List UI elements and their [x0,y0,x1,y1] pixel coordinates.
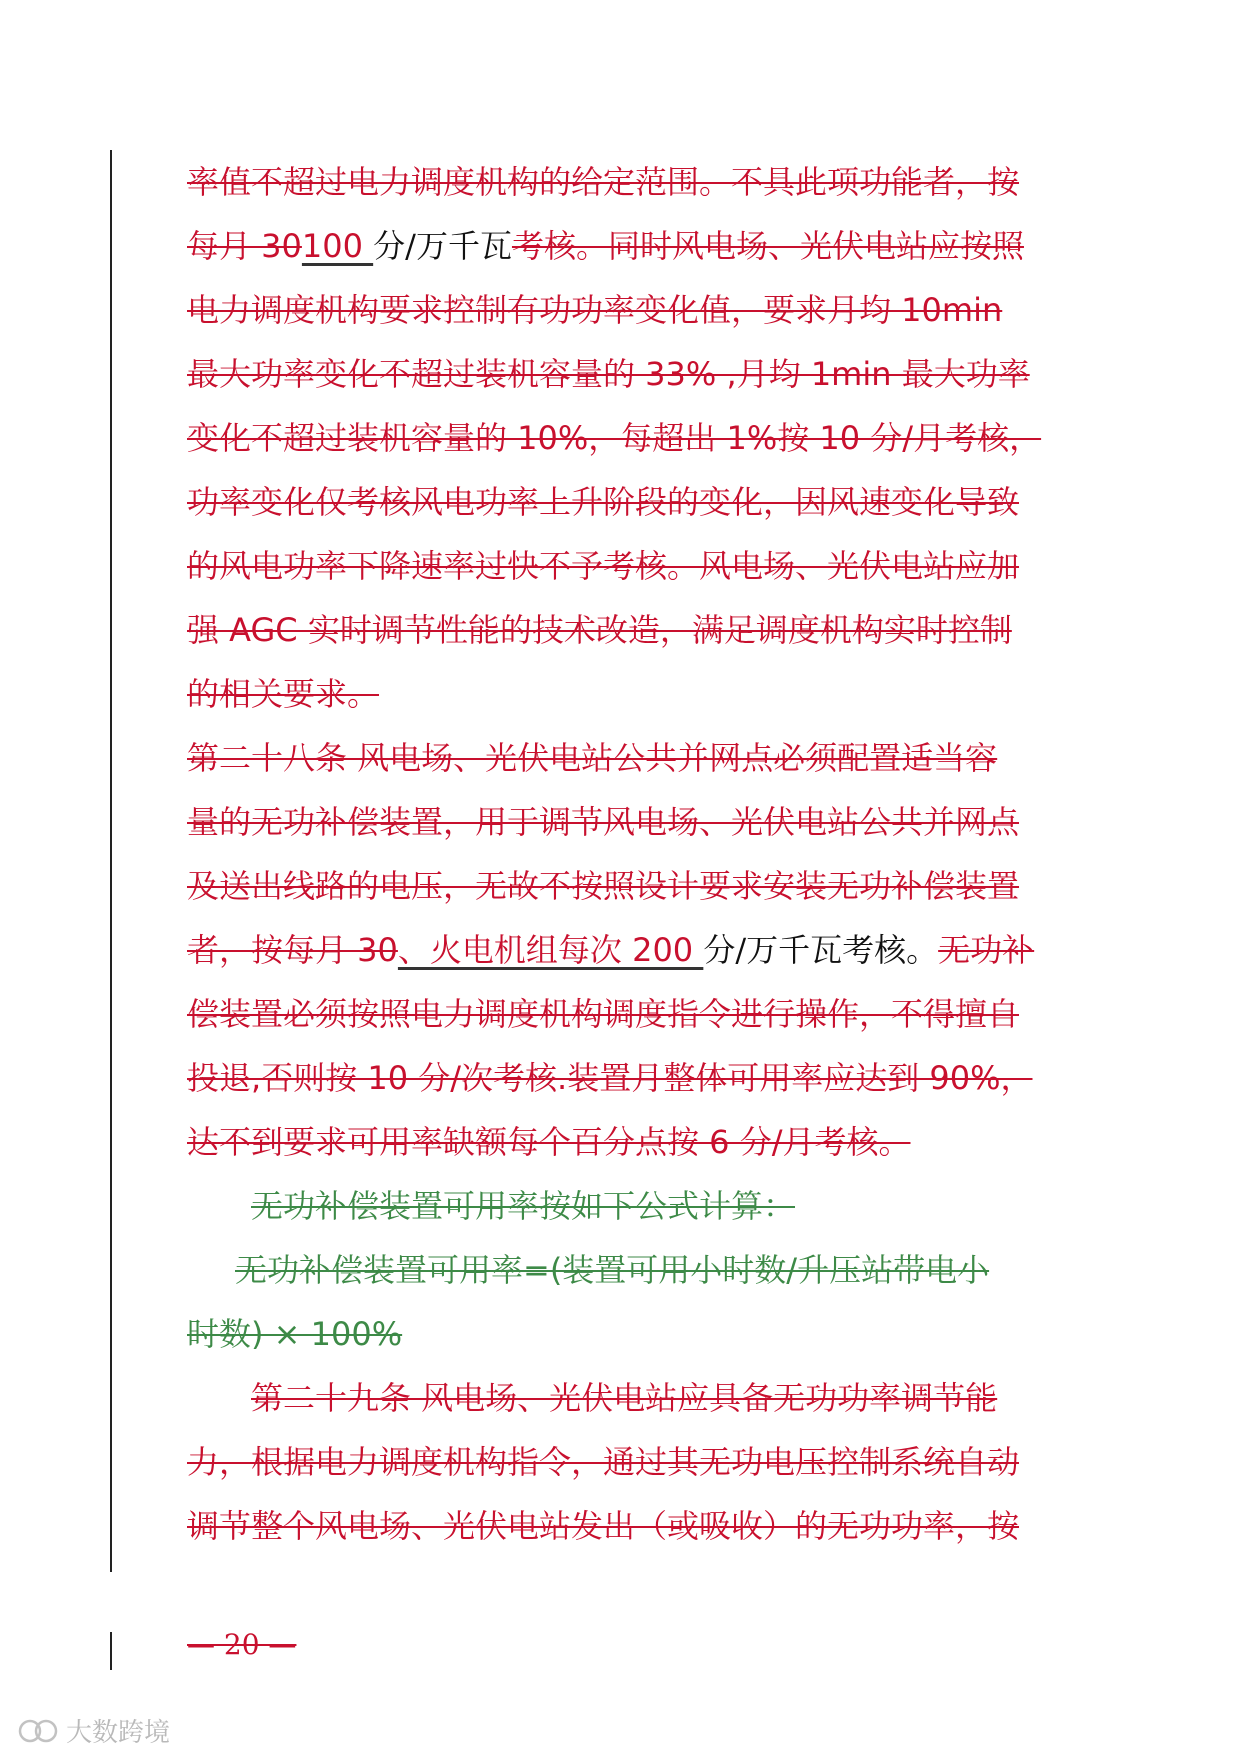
deleted-text: 第二十八条 风电场、光伏电站公共并网点必须配置适当容 [187,739,998,777]
text-line [187,854,1057,918]
body-text: 分/万千瓦考核。 [703,931,939,969]
revision-margin-bar [110,150,112,1572]
text-line [187,214,1057,278]
deleted-text: 偿装置必须按照电力调度机构调度指令进行操作，不得擅自 [187,995,1020,1033]
deleted-text: 投退,否则按 10 分/次考核.装置月整体可用率应达到 90%， [187,1059,1033,1097]
page-number: — 20 — [187,1628,297,1661]
deleted-text: 强 AGC 实时调节性能的技术改造，满足调度机构实时控制 [187,611,1012,649]
revision-margin-bar-footer [110,1632,112,1670]
deleted-text: 电力调度机构要求控制有功功率变化值，要求月均 10min [187,291,1003,329]
text-line [187,342,1057,406]
inserted-text: 、火电机组每次 200 [397,931,704,969]
deleted-text: 变化不超过装机容量的 10%，每超出 1%按 10 分/月考核， [187,419,1042,457]
text-line [187,1430,1057,1494]
text-line [187,534,1057,598]
deleted-text: 第二十九条 风电场、光伏电站应具备无功功率调节能 [251,1379,998,1417]
body-text: 分/万千瓦 [373,227,512,265]
text-line [187,1302,1057,1366]
deleted-text: 率值不超过电力调度机构的给定范围。不具此项功能者，按 [187,163,1020,201]
text-line [187,1046,1057,1110]
deleted-text: 功率变化仅考核风电功率上升阶段的变化，因风速变化导致 [187,483,1020,521]
deleted-text: 力，根据电力调度机构指令，通过其无功电压控制系统自动 [187,1443,1020,1481]
text-line [187,150,1057,214]
text-line [187,1238,1057,1302]
text-line [187,1110,1057,1174]
watermark-logo-icon [18,1716,58,1746]
deleted-text: 无功补 [938,931,1035,969]
text-line [187,278,1057,342]
document-body [187,150,1057,1558]
deleted-text: 无功补偿装置可用率=(装置可用小时数/升压站带电小 [235,1251,990,1289]
text-line [187,1366,1057,1430]
deleted-text: 及送出线路的电压，无故不按照设计要求安装无功补偿装置 [187,867,1020,905]
text-line [187,790,1057,854]
text-line [187,918,1057,982]
deleted-text: 调节整个风电场、光伏电站发出（或吸收）的无功功率，按 [187,1507,1020,1545]
watermark [18,1712,170,1749]
text-line [187,982,1057,1046]
deleted-text: 达不到要求可用率缺额每个百分点按 6 分/月考核。 [187,1123,911,1161]
deleted-text: 无功补偿装置可用率按如下公式计算： [251,1187,796,1225]
deleted-text: 者，按每月 30 [187,931,398,969]
deleted-text: 时数) × 100% [187,1315,403,1353]
watermark-text: 大数跨境 [66,1718,171,1748]
deleted-text: 的相关要求。 [187,675,380,713]
deleted-text: 最大功率变化不超过装机容量的 33% ,月均 1min 最大功率 [187,355,1030,393]
text-line [187,1174,1057,1238]
deleted-text: 的风电功率下降速率过快不予考核。风电场、光伏电站应加 [187,547,1020,585]
text-line [187,662,1057,726]
text-line [187,726,1057,790]
text-line [187,598,1057,662]
text-line [187,470,1057,534]
text-line [187,1494,1057,1558]
text-line [187,406,1057,470]
deleted-text: 考核。同时风电场、光伏电站应按照 [511,227,1024,265]
deleted-text: 量的无功补偿装置，用于调节风电场、光伏电站公共并网点 [187,803,1020,841]
inserted-text: 100 [301,227,374,265]
deleted-text: 每月 30 [187,227,302,265]
